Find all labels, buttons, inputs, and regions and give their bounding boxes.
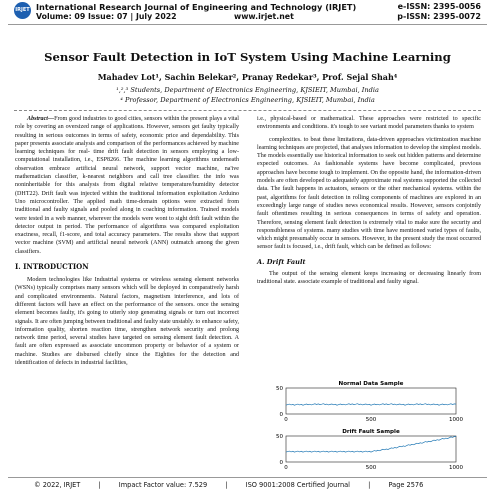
y-tick-label: 50: [276, 386, 283, 392]
introduction-heading: I. INTRODUCTION: [15, 262, 89, 272]
abstract-label: Abstract—: [27, 116, 55, 122]
footer-page-number: Page 2576: [388, 481, 424, 489]
footer-copyright: © 2022, IRJET: [34, 481, 81, 489]
footer-divider: |: [225, 481, 228, 489]
journal-url[interactable]: www.irjet.net: [234, 12, 294, 21]
page-footer: [0, 478, 495, 495]
abstract: [15, 115, 239, 256]
right-paragraph-2: complexities. to beat these limitations, data-driven approaches victimization machine learning techniques are projected, that analyses information to develop the simplest models. The models essentially use historical information to seek out hidden patterns and determine expected outcomes. As fashionable systems have become complicated, previous approaches have become tough to implement. On the opposite hand, the information-driven models are often developed to adequately approximate real systems supported the collected data. The fault happens in actuators, sensors or the other mechanical systems. within the past, algorithms for fault detection in rolling components of machines are explored in an exceedingly large range of studies news economical results. However, sensors conjointly fault oftentimes resulting in serious consequences in terms of safety and operation. Therefore, sensing element fault detection is extremely vital to make sure the security and responsibleness of systems. many studies with time have mentioned varied types of faults, which might presumably occur in sensors. However, in the present study the most occurred sensor fault is focused, i.e., drift fault, which can be defined as follows:: [257, 136, 481, 251]
journal-header: [0, 0, 495, 22]
footer-divider: |: [98, 481, 101, 489]
plot-title: Drift Fault Sample: [342, 429, 400, 435]
header-rule: [8, 24, 487, 25]
series-line: [286, 437, 456, 453]
right-column: [257, 115, 481, 286]
footer-rule: [8, 477, 487, 478]
volume-line: [36, 12, 294, 21]
footer-iso: ISO 9001:2008 Certified Journal: [245, 481, 351, 489]
plot-frame: [286, 436, 456, 462]
plot-title: Normal Data Sample: [338, 381, 404, 387]
x-tick-label: 500: [365, 417, 377, 423]
left-column: [15, 115, 239, 367]
x-tick-label: 1000: [449, 465, 463, 471]
journal-name: International Research Journal of Engineering and Technology (IRJET): [36, 2, 357, 12]
x-tick-label: 500: [365, 465, 377, 471]
drift-fault-heading: A. Drift Fault: [257, 257, 306, 266]
figure-svg: [262, 380, 484, 476]
abstract-text: From good industries to good cities, sensors within the present plays a vital role by covering an oversized range of applications. However, sensors get faulty typically resulting in serious outcomes in terms of safety, economic price and dependability. This paper presents associate analysis and comparison of the performances achieved by machine learning techniques for real- time drift fault detection in sensors employing a low-computational installation, i.e., ESP8266. The machine learning algorithms underneath observation embrace artificial neural network, support vector machine, na'ive mathematician classifier, k-nearest neighbors and call tree classifier. the info was noninheritable for this analysis from digital relative temperature/humidity detector (DHT22). Drift fault was injected within the traditional information exploitation Arduino Uno microcontroller. The applied math time-domain options were extracted from traditional and faulty signals and pooled along in coaching information. Trained models were tested in a web manner, wherever the models were wont to sight drift fault within the detector output in period. The performance of algorithms was compared exploitation exactness, recall, f1-score, and total accuracy parameters. The results show that support vector machine (SVM) and artificial neural network (ANN) outmatch among the given classifiers.: [15, 116, 239, 255]
y-tick-label: 50: [276, 434, 283, 440]
volume-issue: Volume: 09 Issue: 07 | July 2022: [36, 12, 177, 21]
section-separator: [14, 110, 481, 111]
irjet-logo: IRJET: [14, 2, 31, 19]
plot-frame: [286, 388, 456, 414]
author-list: Mahadev Lot¹, Sachin Belekar², Pranay Redekar³, Prof. Sejal Shah⁴: [97, 72, 398, 82]
pissn: p-ISSN: 2395-0072: [397, 12, 481, 21]
footer-impact-factor: Impact Factor value: 7.529: [118, 481, 208, 489]
paper-title: Sensor Fault Detection in IoT System Using Machine Learning: [44, 50, 451, 64]
x-tick-label: 0: [284, 417, 288, 423]
y-tick-label: 0: [279, 460, 283, 466]
affiliation-professor: ⁴ Professor, Department of Electronics Engineering, KJSIEIT, Mumbai, India: [120, 96, 375, 104]
affiliation-students: ¹,²,³ Students, Department of Electronics Engineering, KJSIEIT, Mumbai, India: [116, 86, 379, 94]
x-tick-label: 1000: [449, 417, 463, 423]
series-line: [286, 404, 456, 406]
x-tick-label: 0: [284, 465, 288, 471]
introduction-text: Modern technologies like Industrial systems or wireless sensing element networks (WSNs) typically comprises many sensors which will be deployed in comparatively harsh and complicated environments. Natural factors, magnetism interference, and lots of different factors will have an effect on the performance of the sensors. once the sensing element becomes faulty, it's going to utterly stop generating signals or turn out incorrect signals. It are often jumping between traditional and faulty state unstably. to enhance safety, information quality, shorten reaction time, strengthen network security and prolong network time period, several studies have targeted on sensing element fault detection. A fault are often expressed as associate uncommon property or behavior of a system or machine. Studies are disbursed chiefly since the Eighties for the detection and identification of defects in industrial facilities,: [15, 277, 239, 367]
footer-line: [34, 481, 423, 489]
eissn: e-ISSN: 2395-0056: [397, 2, 481, 11]
drift-fault-text: The output of the sensing element keeps increasing or decreasing linearly from traditional state. associate example of traditional and faulty signal.: [257, 270, 481, 286]
drift-fault-figure: [262, 380, 484, 476]
issn-block: [397, 2, 481, 22]
y-tick-label: 0: [279, 412, 283, 418]
right-paragraph-1: i.e., physical-based or mathematical. These approaches were restricted to specific environments and conditions. it's tough to see variant model parameters thanks to system: [257, 116, 481, 131]
footer-divider: |: [368, 481, 371, 489]
